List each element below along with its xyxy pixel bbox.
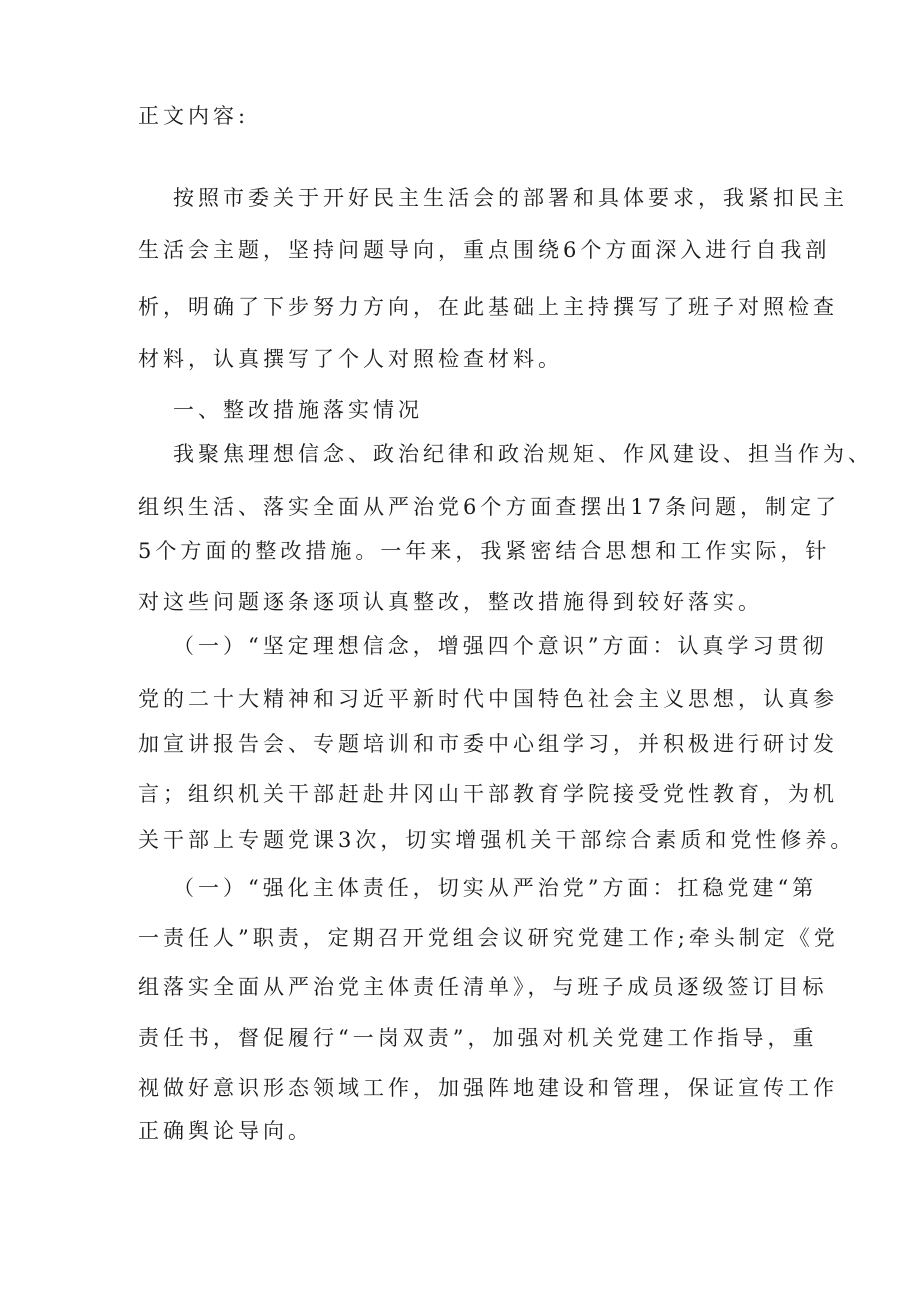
section-heading: 一、整改措施落实情况 <box>173 398 423 422</box>
paragraph-line: 加宣讲报告会、专题培训和市委中心组学习，并积极进行研讨发 <box>138 732 838 756</box>
paragraph-line: 按照市委关于开好民主生活会的部署和具体要求，我紧扣民主 <box>173 186 848 210</box>
paragraph-line: 我聚焦理想信念、政治纪律和政治规矩、作风建设、担当作为、 <box>173 442 873 466</box>
paragraph-line: （一）“强化主体责任，切实从严治党”方面：扛稳党建“第 <box>173 876 818 900</box>
paragraph-line: 言；组织机关干部赶赴井冈山干部教育学院接受党性教育，为机 <box>138 782 838 806</box>
paragraph-line: 视做好意识形态领域工作，加强阵地建设和管理，保证宣传工作 <box>138 1076 838 1100</box>
paragraph-line: 对这些问题逐条逐项认真整改，整改措施得到较好落实。 <box>138 590 763 614</box>
paragraph-line: 5个方面的整改措施。一年来，我紧密结合思想和工作实际，针 <box>138 539 831 563</box>
paragraph-line: 一责任人”职责，定期召开党组会议研究党建工作;牵头制定《党 <box>138 926 839 950</box>
paragraph-line: 析，明确了下步努力方向，在此基础上主持撰写了班子对照检查 <box>138 295 838 319</box>
paragraph-line: 生活会主题，坚持问题导向，重点围绕6个方面深入进行自我剖 <box>138 238 831 262</box>
paragraph-line: （一）“坚定理想信念，增强四个意识”方面：认真学习贯彻 <box>173 634 828 658</box>
paragraph-line: 组落实全面从严治党主体责任清单》，与班子成员逐级签订目标 <box>138 975 828 999</box>
paragraph-line: 责任书，督促履行“一岗双责”，加强对机关党建工作指导，重 <box>138 1026 818 1050</box>
paragraph-line: 关干部上专题党课3次，切实增强机关干部综合素质和党性修养。 <box>138 828 856 852</box>
paragraph-line: 正确舆论导向。 <box>138 1119 313 1143</box>
paragraph-line: 党的二十大精神和习近平新时代中国特色社会主义思想，认真参 <box>138 687 838 711</box>
paragraph-line: 组织生活、落实全面从严治党6个方面查摆出17条问题，制定了 <box>138 495 841 519</box>
paragraph-line: 材料，认真撰写了个人对照检查材料。 <box>138 347 563 371</box>
content-label: 正文内容: <box>138 104 250 128</box>
